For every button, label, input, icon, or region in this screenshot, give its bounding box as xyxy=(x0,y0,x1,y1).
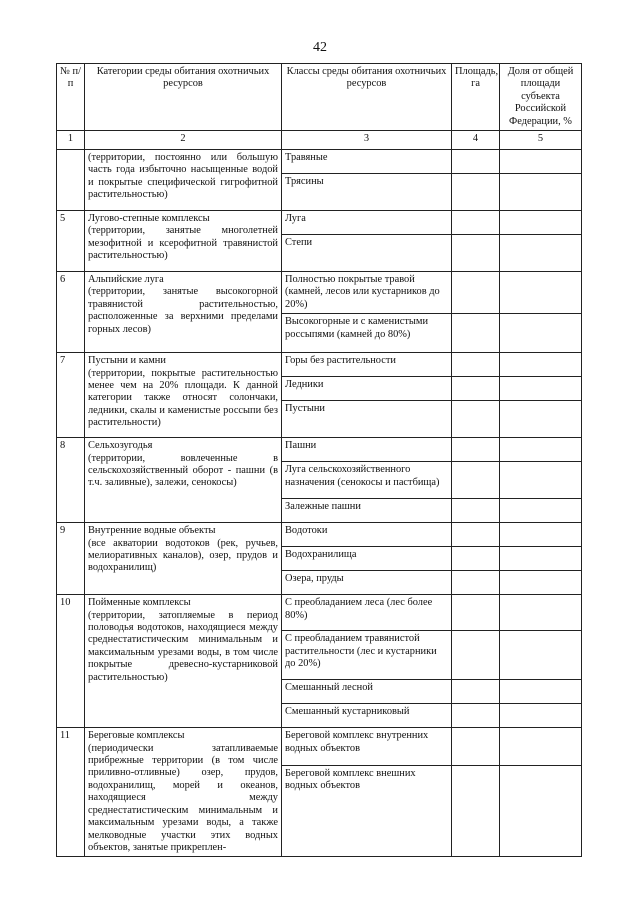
share-cell xyxy=(500,571,582,595)
column-number: 1 xyxy=(57,131,85,150)
share-cell xyxy=(500,235,582,272)
column-number: 4 xyxy=(452,131,500,150)
share-cell xyxy=(500,523,582,547)
row-number: 10 xyxy=(57,595,85,728)
row-number: 5 xyxy=(57,211,85,272)
area-cell xyxy=(452,571,500,595)
area-cell xyxy=(452,272,500,314)
habitat-class: С преобладанием травянистой растительности (лес и кустарники до 20%) xyxy=(282,631,452,680)
area-cell xyxy=(452,401,500,438)
habitat-class: Полностью покрытые травой (камней, лесов или кустарников до 20%) xyxy=(282,272,452,314)
share-cell xyxy=(500,401,582,438)
category-description: (территории, вовлеченные в сельскохозяйственный оборот - пашни (в т.ч. заливные), залежи, сенокосы) xyxy=(88,452,278,489)
category-cell xyxy=(85,150,282,211)
habitat-class: Береговой комплекс внешних водных объектов xyxy=(282,765,452,857)
table-row xyxy=(57,150,582,174)
area-cell xyxy=(452,728,500,766)
habitat-class: Смешанный лесной xyxy=(282,680,452,704)
category-name: Сельхозугодья xyxy=(88,440,153,452)
category-description: (территории, покрытые растительностью менее чем на 20% площади. К данной категории также относят солончаки, ледники, скалы и каменистые россыпи без растительности) xyxy=(88,367,278,429)
habitat-class: Озера, пруды xyxy=(282,571,452,595)
area-cell xyxy=(452,314,500,353)
category-cell xyxy=(85,211,282,272)
category-name: Пустыни и камни xyxy=(88,355,166,367)
share-cell xyxy=(500,704,582,728)
area-cell xyxy=(452,211,500,235)
column-number: 5 xyxy=(500,131,582,150)
table-header-row xyxy=(57,64,582,131)
header-share: Доля от общей площади субъекта Российской Федерации, % xyxy=(500,64,582,131)
area-cell xyxy=(452,499,500,523)
share-cell xyxy=(500,314,582,353)
column-number-row xyxy=(57,131,582,150)
table-row xyxy=(57,353,582,377)
category-cell xyxy=(85,595,282,728)
habitat-class: Луга сельскохозяйственного назначения (сенокосы и пастбища) xyxy=(282,462,452,499)
share-cell xyxy=(500,765,582,857)
area-cell xyxy=(452,680,500,704)
category-description: (все акватории водотоков (рек, ручьев, мелиоративных каналов), озер, прудов и водохранилищ) xyxy=(88,537,278,574)
area-cell xyxy=(452,353,500,377)
share-cell xyxy=(500,211,582,235)
row-number xyxy=(57,150,85,211)
row-number: 9 xyxy=(57,523,85,595)
table-row xyxy=(57,728,582,766)
habitat-class: Береговой комплекс внутренних водных объектов xyxy=(282,728,452,766)
habitat-class: Смешанный кустарниковый xyxy=(282,704,452,728)
area-cell xyxy=(452,595,500,631)
category-description: (территории, занятые многолетней мезофитной и ксерофитной травянистой растительностью) xyxy=(88,225,278,262)
habitat-class: Водотоки xyxy=(282,523,452,547)
share-cell xyxy=(500,353,582,377)
table-row xyxy=(57,211,582,235)
share-cell xyxy=(500,438,582,462)
category-name: Пойменные комплексы xyxy=(88,597,191,609)
share-cell xyxy=(500,174,582,211)
habitat-class: Высокогорные и с каменистыми россыпями (камней до 80%) xyxy=(282,314,452,353)
share-cell xyxy=(500,631,582,680)
area-cell xyxy=(452,547,500,571)
category-name: Внутренние водные объекты xyxy=(88,525,216,537)
share-cell xyxy=(500,728,582,766)
category-description: (территории, занятые высокогорной травянистой растительностью, расположенные за верхними пределами горных лесов) xyxy=(88,286,278,335)
row-number: 11 xyxy=(57,728,85,857)
area-cell xyxy=(452,523,500,547)
category-name: Альпийские луга xyxy=(88,274,164,286)
share-cell xyxy=(500,272,582,314)
row-number: 6 xyxy=(57,272,85,353)
habitat-class: Травяные xyxy=(282,150,452,174)
share-cell xyxy=(500,499,582,523)
table-body xyxy=(57,150,582,857)
area-cell xyxy=(452,235,500,272)
area-cell xyxy=(452,377,500,401)
category-description: (территории, затопляемые в период половодья водотоков, находящиеся между среднестатистическим минимальным и максимальным урезами воды, в том числе покрытые древесно-кустарниковой растительностью) xyxy=(88,609,278,683)
share-cell xyxy=(500,377,582,401)
row-number: 7 xyxy=(57,353,85,438)
habitat-class: Залежные пашни xyxy=(282,499,452,523)
area-cell xyxy=(452,704,500,728)
habitat-class: Степи xyxy=(282,235,452,272)
column-number: 3 xyxy=(282,131,452,150)
habitat-class: Луга xyxy=(282,211,452,235)
table-row xyxy=(57,523,582,547)
category-name: Лугово-степные комплексы xyxy=(88,213,210,225)
habitat-class: Пустыни xyxy=(282,401,452,438)
share-cell xyxy=(500,150,582,174)
area-cell xyxy=(452,438,500,462)
page-number: 42 xyxy=(313,40,327,55)
column-number: 2 xyxy=(85,131,282,150)
habitat-class: С преобладанием леса (лес более 80%) xyxy=(282,595,452,631)
category-name: Береговые комплексы xyxy=(88,730,185,742)
share-cell xyxy=(500,462,582,499)
header-no: № п/п xyxy=(57,64,85,131)
table-row xyxy=(57,595,582,631)
area-cell xyxy=(452,174,500,211)
category-cell xyxy=(85,353,282,438)
header-area: Площадь, га xyxy=(452,64,500,131)
category-cell xyxy=(85,438,282,523)
share-cell xyxy=(500,680,582,704)
category-cell xyxy=(85,728,282,857)
header-category: Категории среды обитания охотничьих ресурсов xyxy=(85,64,282,131)
category-cell xyxy=(85,523,282,595)
habitat-class: Водохранилища xyxy=(282,547,452,571)
habitat-class: Горы без растительности xyxy=(282,353,452,377)
habitat-class: Ледники xyxy=(282,377,452,401)
habitat-class: Пашни xyxy=(282,438,452,462)
table-row xyxy=(57,272,582,314)
habitat-table xyxy=(56,63,582,857)
area-cell xyxy=(452,150,500,174)
header-class: Классы среды обитания охотничьих ресурсов xyxy=(282,64,452,131)
category-cell xyxy=(85,272,282,353)
table-row xyxy=(57,438,582,462)
share-cell xyxy=(500,595,582,631)
habitat-class: Трясины xyxy=(282,174,452,211)
category-description: (периодически затапливаемые прибрежные территории (в том числе приливно-отливные) озер, прудов, водохранилищ, морей и океанов, находящиеся между среднестатистическим минимальным и максимальным урезами воды, а также мелководные участки этих водных объектов, занятые прикреплен- xyxy=(88,742,278,853)
category-description: (территории, постоянно или большую часть года избыточно насыщенные водой и покрытые специфической гигрофитной растительностью) xyxy=(88,152,278,201)
area-cell xyxy=(452,765,500,857)
area-cell xyxy=(452,462,500,499)
row-number: 8 xyxy=(57,438,85,523)
share-cell xyxy=(500,547,582,571)
area-cell xyxy=(452,631,500,680)
